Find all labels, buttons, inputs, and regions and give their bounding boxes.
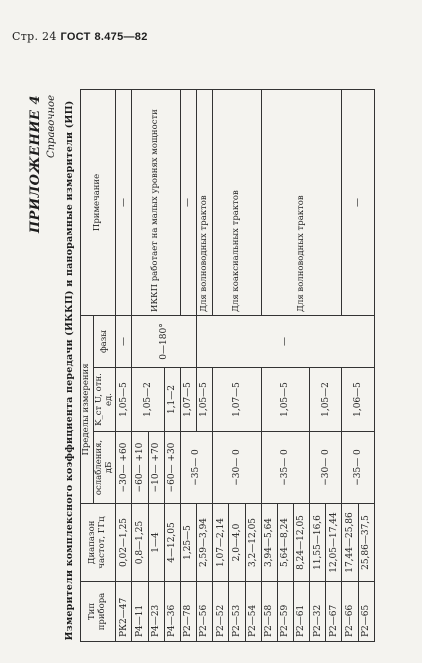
cell-note: Для волноводных трактов — [197, 89, 213, 315]
rotated-page-content — [20, 89, 390, 652]
header-ksw: K_ст U, отн. ед. — [93, 368, 116, 432]
cell-type: Р4—23 — [148, 582, 164, 642]
cell-note: Для коаксиальных трактов — [213, 89, 261, 315]
cell-ksw: 1,05—2 — [310, 368, 342, 432]
cell-frequency: 12,05—17,44 — [326, 504, 342, 582]
cell-type: Р2—78 — [180, 582, 196, 642]
cell-type: Р2—58 — [261, 582, 277, 642]
header-attenuation: ослабления, дБ — [93, 432, 116, 504]
cell-type: Р2—67 — [326, 582, 342, 642]
cell-frequency: 1—4 — [148, 504, 164, 582]
cell-frequency: 1,25—5 — [180, 504, 196, 582]
gost-label: ГОСТ — [60, 31, 91, 43]
cell-type: Р2—56 — [197, 582, 213, 642]
cell-frequency: 4—12,05 — [164, 504, 180, 582]
cell-attenuation: −10— +70 — [148, 432, 164, 504]
cell-phase: 0—180° — [132, 315, 197, 367]
cell-type: Р2—66 — [342, 582, 358, 642]
cell-frequency: 8,24—12,05 — [294, 504, 310, 582]
cell-attenuation: −60— +10 — [132, 432, 148, 504]
cell-note: Для волноводных трактов — [261, 89, 342, 315]
cell-attenuation: −35— 0 — [342, 432, 375, 504]
cell-ksw: 1,05—5 — [116, 368, 132, 432]
header-limits: Пределы измерения — [81, 315, 94, 503]
cell-type: Р2—53 — [229, 582, 245, 642]
cell-attenuation: −30— 0 — [310, 432, 342, 504]
header-frequency: Диапазон частот, ГГц — [81, 504, 116, 582]
cell-attenuation: −60— +30 — [164, 432, 180, 504]
cell-frequency: 2,59—3,94 — [197, 504, 213, 582]
cell-type: РК2—47 — [116, 582, 132, 642]
instruments-table — [80, 89, 375, 642]
cell-frequency: 11,55—16,6 — [310, 504, 326, 582]
cell-frequency: 0,8—1,25 — [132, 504, 148, 582]
cell-frequency: 3,94—5,64 — [261, 504, 277, 582]
cell-attenuation: −35— 0 — [180, 432, 212, 504]
cell-type: Р2—32 — [310, 582, 326, 642]
header-phase: фазы — [93, 315, 116, 367]
cell-frequency: 5,64—8,24 — [277, 504, 293, 582]
cell-type: Р2—61 — [294, 582, 310, 642]
cell-frequency: 0,02—1,25 — [116, 504, 132, 582]
appendix-title: ПРИЛОЖЕНИЕ 4 — [28, 95, 43, 234]
cell-type: Р2—65 — [358, 582, 374, 642]
cell-note: — — [116, 89, 132, 315]
cell-note: — — [342, 89, 375, 315]
cell-attenuation: −30— +60 — [116, 432, 132, 504]
cell-type: Р2—54 — [245, 582, 261, 642]
cell-frequency: 1,07—2,14 — [213, 504, 229, 582]
cell-phase: — — [116, 315, 132, 367]
cell-ksw: 1,05—5 — [197, 368, 213, 432]
cell-ksw: 1,07—5 — [180, 368, 196, 432]
gost-number: 8.475—82 — [94, 31, 148, 43]
cell-frequency: 25,86—37,5 — [358, 504, 374, 582]
cell-type: Р4—11 — [132, 582, 148, 642]
table-row — [116, 89, 132, 641]
cell-note: ИККП работает на малых уровнях мощности — [132, 89, 180, 315]
cell-ksw: 1,06—5 — [342, 368, 375, 432]
appendix-subtitle: Справочное — [46, 95, 57, 159]
cell-frequency: 3,2—12,05 — [245, 504, 261, 582]
cell-frequency: 17,44—25,86 — [342, 504, 358, 582]
cell-note: — — [180, 89, 196, 315]
cell-type: Р2—52 — [213, 582, 229, 642]
table-row — [197, 89, 213, 641]
cell-frequency: 2,0—4,0 — [229, 504, 245, 582]
cell-ksw: 1,05—2 — [132, 368, 164, 432]
cell-ksw: 1,07—5 — [213, 368, 261, 432]
cell-type: Р4—36 — [164, 582, 180, 642]
page-number: Стр. 24 — [12, 30, 57, 43]
cell-phase: — — [197, 315, 375, 367]
cell-attenuation: −30— 0 — [213, 432, 261, 504]
header-type: Тип прибора — [81, 582, 116, 642]
table-title: Измерители комплексного коэффициента передачи (ИККП) и панорамные измерители (ИП) — [64, 100, 75, 641]
cell-ksw: 1,1—2 — [164, 368, 180, 432]
cell-type: Р2—59 — [277, 582, 293, 642]
page-header — [12, 30, 148, 43]
cell-attenuation: −35— 0 — [261, 432, 309, 504]
table-row — [132, 89, 148, 641]
cell-ksw: 1,05—5 — [261, 368, 309, 432]
header-note: Примечание — [81, 89, 116, 315]
